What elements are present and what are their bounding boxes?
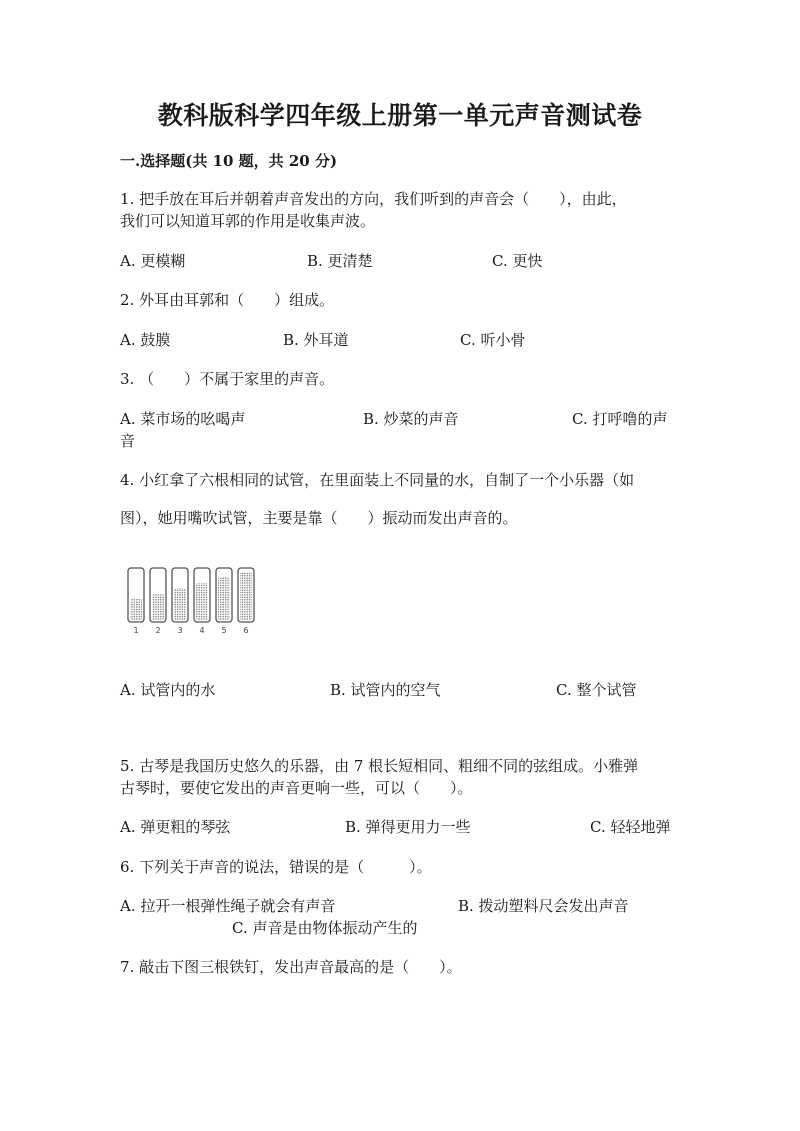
question-1-option-b: B. 更清楚 (307, 252, 373, 270)
test-tube-1 (128, 568, 144, 622)
question-3-option-c-wrap: 音 (120, 432, 136, 450)
question-2-option-c: C. 听小骨 (460, 331, 526, 349)
question-2-option-b: B. 外耳道 (283, 331, 349, 349)
test-tube-6 (238, 568, 254, 622)
question-7-line-1: 7. 敲击下图三根铁钉，发出声音最高的是（ ）。 (120, 958, 462, 976)
test-tube-2 (150, 568, 166, 622)
question-2-option-a: A. 鼓膜 (120, 331, 171, 349)
question-5-option-a: A. 弹更粗的琴弦 (120, 818, 231, 836)
question-1-line-1: 1. 把手放在耳后并朝着声音发出的方向，我们听到的声音会（ ），由此， (120, 190, 627, 208)
question-4-option-b: B. 试管内的空气 (330, 681, 441, 699)
question-6-option-a: A. 拉开一根弹性绳子就会有声音 (120, 897, 336, 915)
question-6-option-b: B. 拨动塑料尺会发出声音 (458, 897, 629, 915)
question-1-option-a: A. 更模糊 (120, 252, 186, 270)
question-4-option-a: A. 试管内的水 (120, 681, 216, 699)
question-5-line-1: 5. 古琴是我国历史悠久的乐器，由 7 根长短相同、粗细不同的弦组成。小雅弹 (120, 757, 639, 775)
question-2-line-1: 2. 外耳由耳郭和（ ）组成。 (120, 291, 335, 309)
question-1-line-2: 我们可以知道耳郭的作用是收集声波。 (120, 212, 376, 230)
test-tube-5 (216, 568, 232, 622)
test-tubes-figure (126, 565, 261, 635)
question-3-option-a: A. 菜市场的吆喝声 (120, 410, 246, 428)
question-3-option-c: C. 打呼噜的声 (572, 410, 668, 428)
question-1-option-c: C. 更快 (492, 252, 543, 270)
question-6-line-1: 6. 下列关于声音的说法，错误的是（ ）。 (120, 858, 432, 876)
tube-label-6: 6 (243, 626, 249, 635)
question-3-option-b: B. 炒菜的声音 (363, 410, 459, 428)
section-heading: 一.选择题(共 10 题，共 20 分) (120, 152, 338, 170)
question-5-option-c: C. 轻轻地弹 (590, 818, 671, 836)
question-4-line-1: 4. 小红拿了六根相同的试管，在里面装上不同量的水，自制了一个小乐器（如 (120, 471, 635, 489)
question-4-option-c: C. 整个试管 (556, 681, 637, 699)
tube-label-4: 4 (199, 626, 205, 635)
question-3-line-1: 3. （ ）不属于家里的声音。 (120, 370, 335, 388)
question-5-option-b: B. 弹得更用力一些 (345, 818, 471, 836)
question-6-option-c: C. 声音是由物体振动产生的 (232, 919, 418, 937)
tube-label-1: 1 (133, 626, 139, 635)
question-5-line-2: 古琴时，要使它发出的声音更响一些，可以（ ）。 (120, 779, 473, 797)
test-tube-3 (172, 568, 188, 622)
page-title: 教科版科学四年级上册第一单元声音测试卷 (157, 101, 643, 130)
test-tube-4 (194, 568, 210, 622)
tube-label-2: 2 (155, 626, 161, 635)
question-4-line-2: 图），她用嘴吹试管，主要是靠（ ）振动而发出声音的。 (120, 509, 518, 527)
tube-label-3: 3 (177, 626, 183, 635)
tube-label-5: 5 (221, 626, 227, 635)
